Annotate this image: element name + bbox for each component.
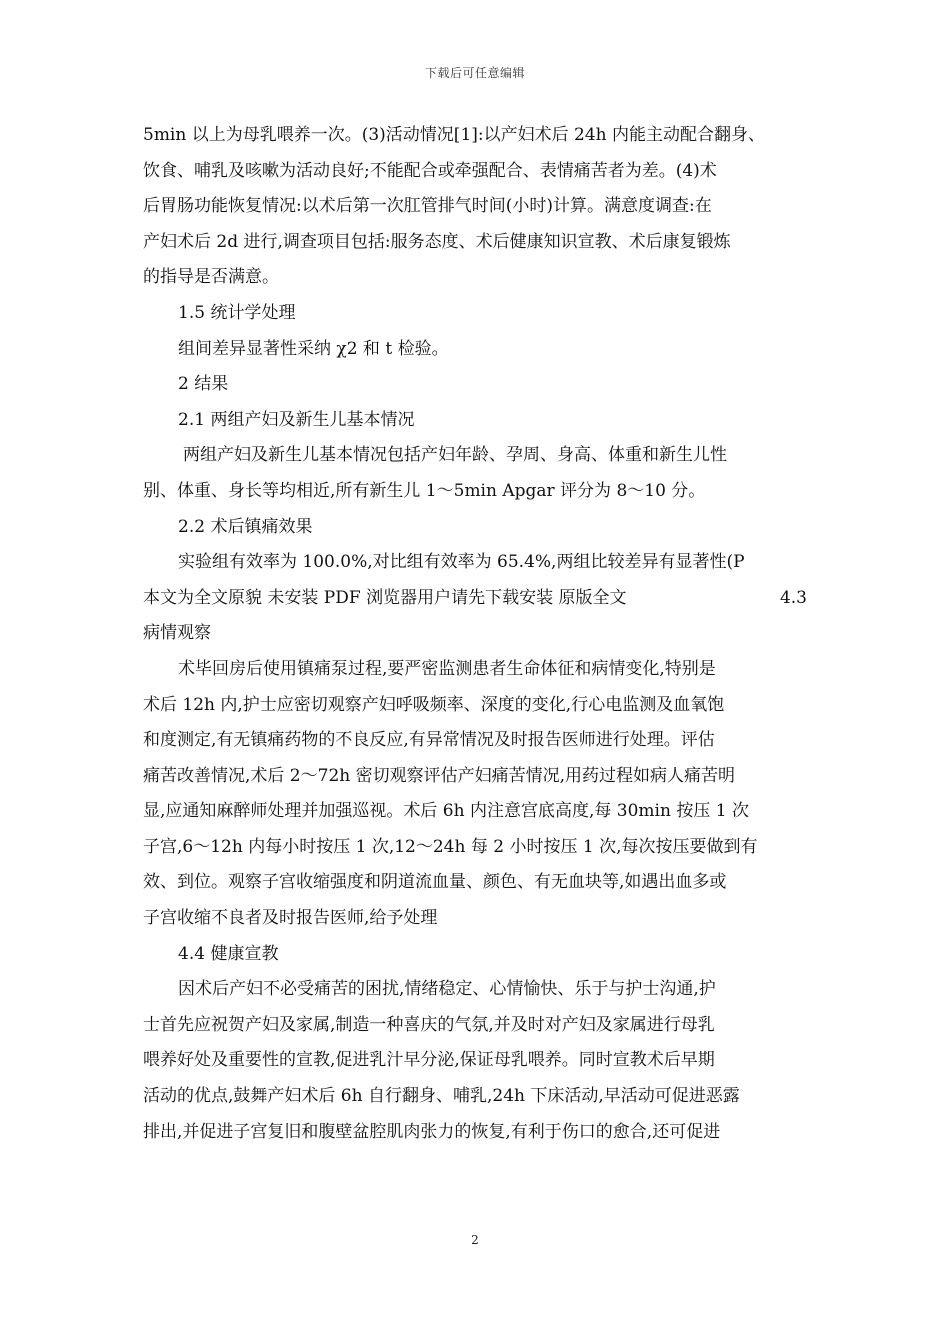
page-header: 下载后可任意编辑 xyxy=(424,66,525,80)
paragraph-line: 的指导是否满意。 xyxy=(143,267,279,288)
paragraph-line: 喂养好处及重要性的宣教,促进乳汁早分泌,保证母乳喂养。同时宣教术后早期 xyxy=(143,1050,715,1071)
paragraph-line: 因术后产妇不必受痛苦的困扰,情绪稳定、心情愉快、乐于与护士沟通,护 xyxy=(178,979,716,1000)
paragraph-line: 后胃肠功能恢复情况:以术后第一次肛管排气时间(小时)计算。满意度调查:在 xyxy=(143,196,712,217)
paragraph-line: 士首先应祝贺产妇及家属,制造一种喜庆的气氛,并及时对产妇及家属进行母乳 xyxy=(143,1014,715,1035)
paragraph-line: 子宫,6～12h 内每小时按压 1 次,12～24h 每 2 小时按压 1 次,每次按压要做到有 xyxy=(143,836,758,857)
paragraph-line: 别、体重、身长等均相近,所有新生儿 1～5min Apgar 评分为 8～10 分。 xyxy=(143,480,706,501)
page-number: 2 xyxy=(471,1233,479,1247)
paragraph-line: 饮食、哺乳及咳嗽为活动良好;不能配合或牵强配合、表情痛苦者为差。(4)术 xyxy=(143,160,717,181)
section-heading-2-1: 2.1 两组产妇及新生儿基本情况 xyxy=(178,409,415,430)
paragraph-line: 痛苦改善情况,术后 2～72h 密切观察评估产妇痛苦情况,用药过程如病人痛苦明 xyxy=(143,765,736,786)
section-heading-2-2: 2.2 术后镇痛效果 xyxy=(178,516,313,537)
paragraph-line: 术毕回房后使用镇痛泵过程,要严密监测患者生命体征和病情变化,特别是 xyxy=(178,658,716,679)
section-number-4-3: 4.3 xyxy=(779,587,807,608)
paragraph-line: 5min 以上为母乳喂养一次。(3)活动情况[1]:以产妇术后 24h 内能主动配合翻身、 xyxy=(143,125,766,145)
section-heading-2: 2 结果 xyxy=(178,374,229,395)
paragraph-line: 组间差异显著性采纳 χ2 和 t 检验。 xyxy=(178,338,449,359)
section-heading-4-3: 病情观察 xyxy=(143,623,211,644)
document-body xyxy=(143,118,807,1150)
paragraph-line: 和度测定,有无镇痛药物的不良反应,有异常情况及时报告医师进行处理。评估 xyxy=(143,730,715,751)
paragraph-line: 产妇术后 2d 进行,调查项目包括:服务态度、术后健康知识宣教、术后康复锻炼 xyxy=(143,231,731,252)
paragraph-line: 显,应通知麻醉师处理并加强巡视。术后 6h 内注意宫底高度,每 30min 按压 1 次 xyxy=(143,801,749,822)
paragraph-line: 效、到位。观察子宫收缩强度和阴道流血量、颜色、有无血块等,如遇出血多或 xyxy=(143,872,727,893)
section-heading-4-4: 4.4 健康宣教 xyxy=(178,943,279,964)
paragraph-line: 术后 12h 内,护士应密切观察产妇呼吸频率、深度的变化,行心电监测及血氧饱 xyxy=(143,694,725,715)
paragraph-line: 活动的优点,鼓舞产妇术后 6h 自行翻身、哺乳,24h 下床活动,早活动可促进恶露 xyxy=(143,1086,740,1107)
paragraph-line: 实验组有效率为 100.0%,对比组有效率为 65.4%,两组比较差异有显著性(P xyxy=(178,552,745,573)
download-notice xyxy=(143,581,807,617)
paragraph-line: 排出,并促进子宫复旧和腹壁盆腔肌肉张力的恢复,有利于伤口的愈合,还可促进 xyxy=(143,1121,721,1142)
paragraph-line: 两组产妇及新生儿基本情况包括产妇年龄、孕周、身高、体重和新生儿性 xyxy=(183,445,727,466)
download-notice-text[interactable]: 本文为全文原貌 未安装 PDF 浏览器用户请先下载安装 原版全文 xyxy=(143,587,627,608)
paragraph-line: 子宫收缩不良者及时报告医师,给予处理 xyxy=(143,908,438,929)
section-heading-1-5: 1.5 统计学处理 xyxy=(178,302,296,323)
